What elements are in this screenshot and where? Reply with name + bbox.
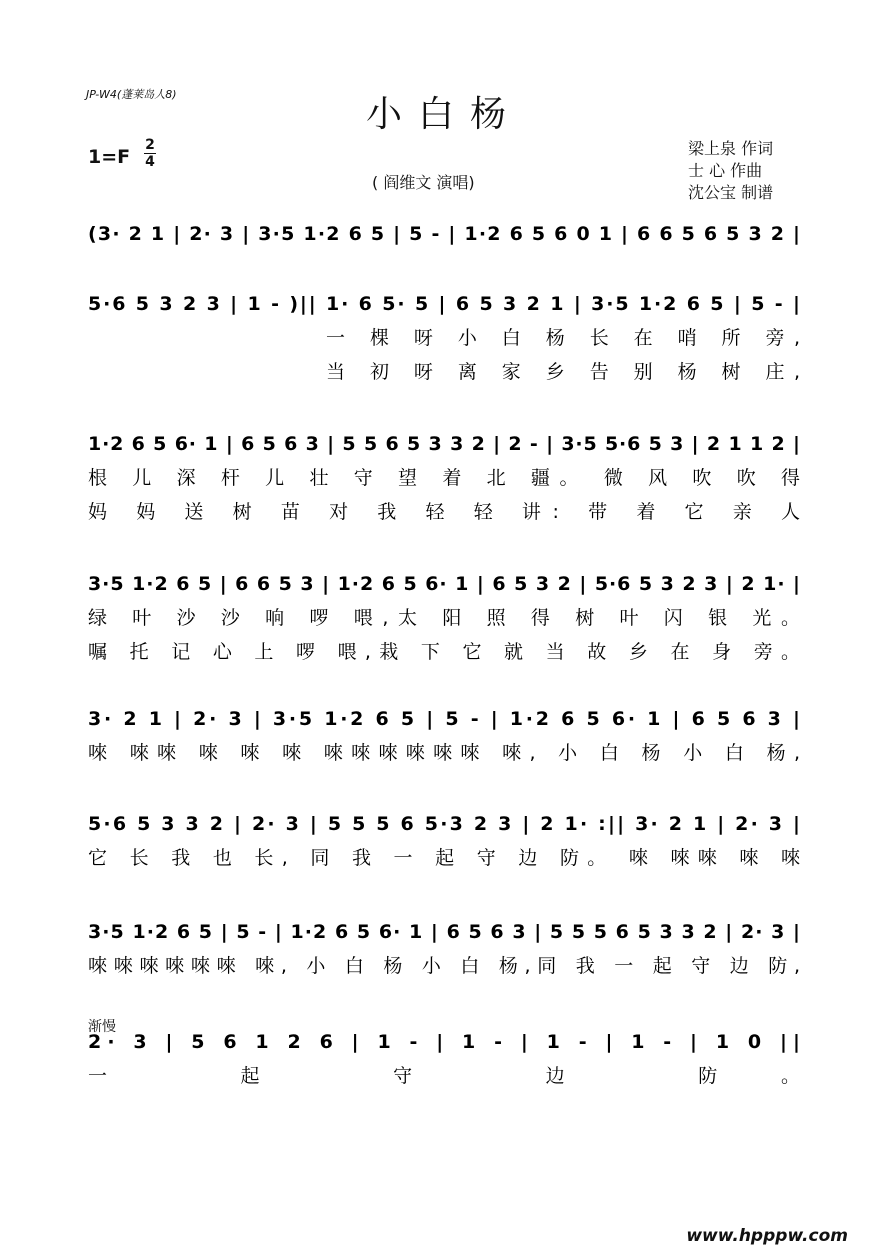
- site-watermark: www.hpppw.com: [686, 1226, 848, 1246]
- lyric-line-3-verse-2: 妈 妈 送 树 苗 对 我 轻 轻 讲: 带 着 它 亲 人: [88, 501, 800, 523]
- lyric-line-2-verse-2: 当 初 呀 离 家 乡 告 别 杨 树 庄,: [326, 361, 800, 383]
- performer-credit: ( 阎维文 演唱): [372, 173, 475, 192]
- meter-denominator: 4: [145, 154, 155, 170]
- meter-numerator: 2: [145, 137, 155, 153]
- notation-line-6: 5·6 5 3 3 2 | 2· 3 | 5 5 5 6 5·3 2 3 | 2 1· :|| 3· 2 1 | 2· 3 |: [88, 813, 800, 835]
- lyric-line-7-verse-1: 唻唻唻唻唻唻 唻, 小 白 杨 小 白 杨,同 我 一 起 守 边 防,: [88, 955, 800, 977]
- lyric-line-6-verse-1: 它 长 我 也 长, 同 我 一 起 守 边 防。 唻 唻唻 唻 唻: [88, 847, 800, 869]
- key-signature: 1=F: [88, 146, 131, 168]
- lyricist-credit: 梁上泉 作词: [688, 139, 774, 158]
- tempo-marking: 渐慢: [88, 1019, 116, 1035]
- notation-line-2: 5·6 5 3 2 3 | 1 - )|| 1· 6 5· 5 | 6 5 3 2 1 | 3·5 1·2 6 5 | 5 - |: [88, 293, 800, 315]
- notation-line-7: 3·5 1·2 6 5 | 5 - | 1·2 6 5 6· 1 | 6 5 6 3 | 5 5 5 6 5 3 3 2 | 2· 3 |: [88, 921, 800, 943]
- notation-line-4: 3·5 1·2 6 5 | 6 6 5 3 | 1·2 6 5 6· 1 | 6 5 3 2 | 5·6 5 3 2 3 | 2 1· |: [88, 573, 800, 595]
- lyric-line-8-verse-1: 一 起 守 边 防。: [88, 1065, 800, 1087]
- lyric-line-4-verse-1: 绿 叶 沙 沙 响 啰 喂,太 阳 照 得 树 叶 闪 银 光。: [88, 607, 800, 629]
- composer-credit: 士 心 作曲: [688, 161, 763, 180]
- transcriber-credit: 沈公宝 制谱: [688, 183, 774, 202]
- song-title: 小白杨: [365, 94, 522, 135]
- notation-line-8: 2· 3 | 5 6 1 2 6 | 1 - | 1 - | 1 - | 1 - | 1 0 ||: [88, 1031, 800, 1053]
- score-tag: JP-W4(蓬莱岛人8): [86, 88, 177, 101]
- lyric-line-4-verse-2: 嘱 托 记 心 上 啰 喂,栽 下 它 就 当 故 乡 在 身 旁。: [88, 641, 800, 663]
- notation-line-5: 3· 2 1 | 2· 3 | 3·5 1·2 6 5 | 5 - | 1·2 6 5 6· 1 | 6 5 6 3 |: [88, 708, 800, 730]
- lyric-line-2-verse-1: 一 棵 呀 小 白 杨 长 在 哨 所 旁,: [326, 327, 800, 349]
- lyric-line-3-verse-1: 根 儿 深 杆 儿 壮 守 望 着 北 疆。 微 风 吹 吹 得: [88, 467, 800, 489]
- lyric-line-5-verse-1: 唻 唻唻 唻 唻 唻 唻唻唻唻唻唻 唻, 小 白 杨 小 白 杨,: [88, 742, 800, 764]
- notation-line-1: (3· 2 1 | 2· 3 | 3·5 1·2 6 5 | 5 - | 1·2 6 5 6 0 1 | 6 6 5 6 5 3 2 |: [88, 223, 800, 245]
- notation-line-3: 1·2 6 5 6· 1 | 6 5 6 3 | 5 5 6 5 3 3 2 | 2 - | 3·5 5·6 5 3 | 2 1 1 2 |: [88, 433, 800, 455]
